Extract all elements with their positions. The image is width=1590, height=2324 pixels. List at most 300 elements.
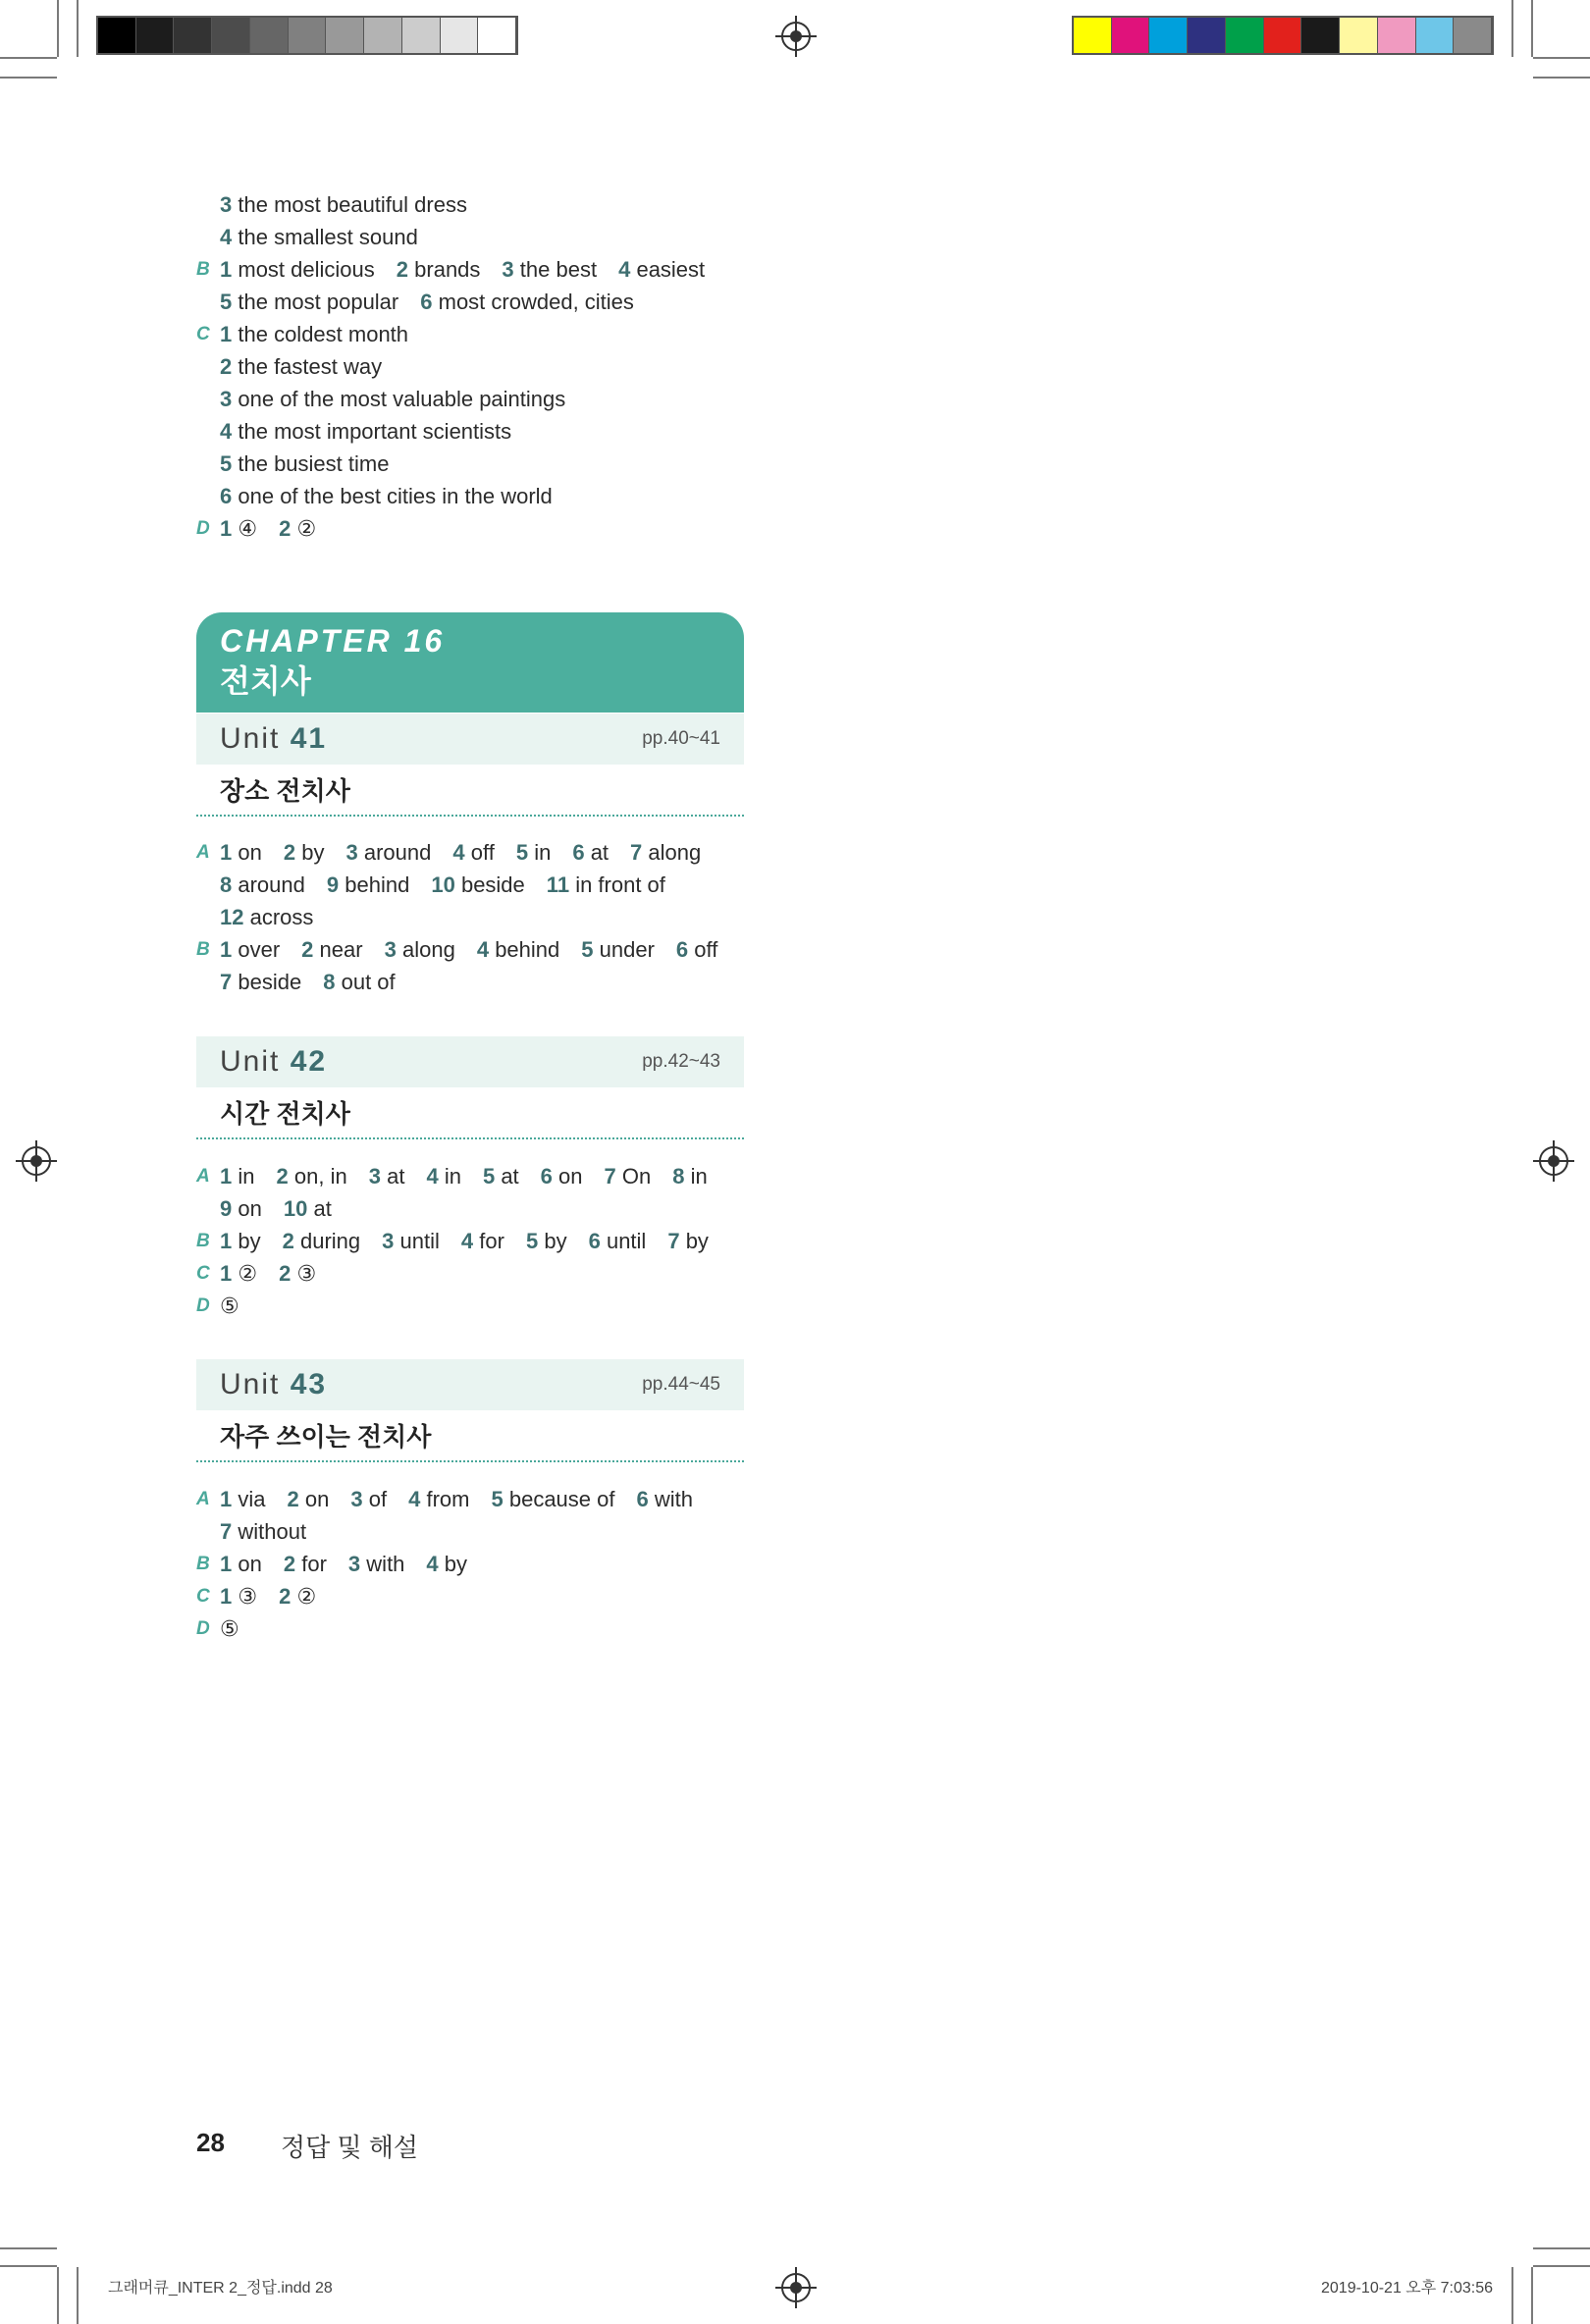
answer-number: 8	[672, 1164, 685, 1188]
answer-number: 1	[220, 322, 233, 346]
registration-mark-icon	[781, 2273, 811, 2302]
answer-number: 3	[220, 387, 233, 411]
color-swatch	[1188, 18, 1226, 53]
chapter-header	[196, 612, 744, 713]
answer-number: 7	[220, 970, 233, 994]
answer-line	[196, 448, 726, 480]
color-swatch	[136, 18, 175, 53]
color-swatch	[478, 18, 516, 53]
answer-text: by	[238, 1229, 261, 1253]
answer-item	[284, 1548, 327, 1580]
answer-item	[283, 1225, 361, 1257]
answer-text: the smallest sound	[238, 225, 418, 249]
answer-number: 4	[220, 419, 233, 444]
answer-item	[420, 286, 634, 318]
answer-text: by	[544, 1229, 567, 1253]
color-swatch	[364, 18, 402, 53]
answer-text: most delicious	[238, 257, 375, 282]
answer-item	[220, 1612, 239, 1645]
crop-mark	[1531, 0, 1533, 57]
crop-mark	[1533, 77, 1590, 79]
answer-item	[630, 836, 701, 869]
answer-item	[284, 1192, 332, 1225]
answer-number: 7	[667, 1229, 680, 1253]
answer-number: 1	[220, 937, 233, 962]
answer-item	[676, 933, 717, 966]
answer-item	[220, 415, 511, 448]
process-color-bar	[1072, 16, 1494, 55]
answer-line	[196, 383, 726, 415]
crop-mark	[1511, 0, 1513, 57]
color-swatch	[98, 18, 136, 53]
section-tag: D	[196, 1618, 210, 1639]
answer-item	[516, 836, 552, 869]
answer-item	[279, 1257, 316, 1290]
answer-number: 2	[283, 840, 296, 865]
unit-answers-41	[196, 836, 739, 998]
answer-item	[220, 383, 565, 415]
answer-number: 7	[220, 1519, 233, 1544]
answer-line	[196, 1192, 730, 1225]
answer-item	[618, 253, 705, 286]
answer-number: 3	[382, 1229, 395, 1253]
answer-number: 5	[220, 290, 233, 314]
answer-text: off	[694, 937, 718, 962]
answer-line	[196, 1290, 730, 1322]
unit-pages: pp.40~41	[642, 728, 720, 749]
answer-text: in	[534, 840, 552, 865]
slug-filename: 그래머큐_INTER 2_정답.indd 28	[108, 2280, 333, 2297]
answer-number: 5	[515, 840, 529, 865]
answer-text: along	[648, 840, 702, 865]
answer-number: 2	[279, 1261, 292, 1286]
answer-item	[301, 933, 362, 966]
answer-item	[220, 350, 382, 383]
answer-number: 5	[525, 1229, 539, 1253]
answer-item	[220, 512, 257, 545]
answer-text: the most popular	[238, 290, 399, 314]
answer-text: at	[387, 1164, 405, 1188]
color-swatch	[250, 18, 289, 53]
answer-item	[220, 286, 398, 318]
answer-text: on	[238, 1552, 262, 1576]
color-swatch	[212, 18, 250, 53]
answer-line	[196, 1225, 730, 1257]
answer-text: on	[558, 1164, 583, 1188]
answer-text: in	[238, 1164, 255, 1188]
answer-text: with	[366, 1552, 405, 1576]
answer-item	[369, 1160, 405, 1192]
crop-mark	[77, 2267, 79, 2324]
answer-number: 4	[426, 1552, 439, 1576]
answer-text: of	[368, 1487, 388, 1511]
color-swatch	[1226, 18, 1264, 53]
answer-item	[589, 1225, 647, 1257]
answer-item	[220, 1483, 266, 1515]
color-swatch	[1340, 18, 1378, 53]
answer-text: ②	[296, 1584, 317, 1609]
answer-item	[220, 1548, 262, 1580]
answer-item	[452, 836, 494, 869]
answer-line	[196, 1483, 715, 1515]
answer-number: 9	[220, 1196, 233, 1221]
answer-text: in	[444, 1164, 461, 1188]
answer-number: 7	[630, 840, 643, 865]
answer-text: with	[654, 1487, 693, 1511]
answer-item	[541, 1160, 583, 1192]
registration-mark-icon	[1539, 1146, 1568, 1176]
answer-item	[636, 1483, 693, 1515]
answer-line	[196, 1515, 715, 1548]
answer-text: ⑤	[220, 1616, 239, 1641]
answer-text: ③	[238, 1584, 258, 1609]
answer-text: from	[426, 1487, 470, 1511]
unit-pages: pp.44~45	[642, 1374, 720, 1395]
answer-text: brands	[414, 257, 481, 282]
unit-header-41	[196, 713, 744, 765]
unit-pages: pp.42~43	[642, 1051, 720, 1072]
answer-text: in	[690, 1164, 708, 1188]
answer-line	[196, 318, 726, 350]
answer-number: 3	[502, 257, 514, 282]
answer-item	[220, 933, 280, 966]
answer-text: at	[501, 1164, 519, 1188]
answer-text: on, in	[293, 1164, 347, 1188]
answer-text: during	[300, 1229, 361, 1253]
answer-line	[196, 836, 739, 869]
answer-text: the most beautiful dress	[238, 192, 467, 217]
color-swatch	[326, 18, 364, 53]
answer-line	[196, 901, 739, 933]
answer-item	[220, 1192, 262, 1225]
answer-item	[491, 1483, 614, 1515]
answer-text: by	[444, 1552, 468, 1576]
unit-subtitle: 장소 전치사	[196, 766, 744, 817]
answer-number: 6	[675, 937, 689, 962]
answer-item	[605, 1160, 652, 1192]
crop-mark	[1531, 2267, 1533, 2324]
answer-number: 6	[220, 484, 233, 508]
crop-mark	[1533, 57, 1590, 59]
answer-item	[667, 1225, 709, 1257]
answer-number: 4	[476, 937, 490, 962]
answer-item	[672, 1160, 708, 1192]
color-swatch	[1378, 18, 1416, 53]
answer-item	[526, 1225, 567, 1257]
answer-number: 3	[350, 1487, 363, 1511]
answer-text: around	[238, 872, 305, 897]
answer-text: by	[685, 1229, 709, 1253]
answer-text: on	[238, 840, 262, 865]
answer-number: 5	[482, 1164, 496, 1188]
answer-text: the most important scientists	[238, 419, 512, 444]
footer-section-title: 정답 및 해설	[281, 2133, 419, 2162]
answer-line	[196, 1580, 715, 1612]
answer-item	[279, 512, 316, 545]
answer-number: 12	[220, 905, 244, 929]
answer-number: 4	[452, 840, 465, 865]
color-swatch	[1454, 18, 1492, 53]
unit-answers-42	[196, 1160, 730, 1322]
answer-text: beside	[238, 970, 302, 994]
answer-item	[385, 933, 455, 966]
answer-text: until	[399, 1229, 440, 1253]
answer-item	[348, 1548, 405, 1580]
answer-item	[277, 1160, 347, 1192]
answer-text: at	[590, 840, 610, 865]
unit-subtitle: 자주 쓰이는 전치사	[196, 1411, 744, 1462]
answer-text: across	[249, 905, 314, 929]
answer-number: 2	[287, 1487, 299, 1511]
answer-text: ②	[296, 516, 317, 541]
answer-item	[220, 1225, 261, 1257]
answer-text: on	[238, 1196, 262, 1221]
answer-number: 4	[618, 257, 631, 282]
color-swatch	[1074, 18, 1112, 53]
answer-item	[431, 869, 524, 901]
answer-number: 6	[572, 840, 585, 865]
answer-text: the best	[519, 257, 598, 282]
answer-text: under	[599, 937, 655, 962]
answer-item	[581, 933, 655, 966]
answer-item	[408, 1483, 469, 1515]
slug-timestamp: 2019-10-21 오후 7:03:56	[1321, 2280, 1494, 2297]
answer-line	[196, 966, 739, 998]
answer-line	[196, 350, 726, 383]
color-swatch	[1264, 18, 1302, 53]
answer-item	[220, 221, 418, 253]
answer-item	[323, 966, 395, 998]
color-swatch	[1149, 18, 1188, 53]
answer-text: the coldest month	[238, 322, 409, 346]
crop-mark	[0, 2265, 57, 2267]
answer-item	[483, 1160, 519, 1192]
answer-number: 3	[347, 1552, 361, 1576]
answer-text: by	[301, 840, 325, 865]
answer-number: 10	[283, 1196, 308, 1221]
answer-number: 1	[220, 516, 233, 541]
answer-text: the busiest time	[238, 451, 390, 476]
answer-text: easiest	[636, 257, 706, 282]
answer-item	[477, 933, 559, 966]
answer-number: 2	[279, 1584, 292, 1609]
unit-header-42	[196, 1036, 744, 1087]
color-swatch	[1301, 18, 1340, 53]
section-tag: D	[196, 518, 210, 539]
answer-number: 10	[431, 872, 455, 897]
answer-number: 5	[581, 937, 594, 962]
answer-item	[220, 901, 313, 933]
chapter-title: 전치사	[220, 663, 311, 699]
answer-text: the fastest way	[238, 354, 383, 379]
answer-number: 2	[396, 257, 409, 282]
section-tag: B	[196, 939, 210, 960]
answer-line	[196, 415, 726, 448]
unit-label: Unit 41	[220, 722, 328, 755]
answer-item	[220, 966, 301, 998]
answer-text: behind	[344, 872, 410, 897]
answer-number: 2	[282, 1229, 294, 1253]
answer-number: 3	[220, 192, 233, 217]
answer-number: 6	[420, 290, 433, 314]
answer-text: one of the best cities in the world	[238, 484, 553, 508]
answer-item	[288, 1483, 330, 1515]
answer-line	[196, 1548, 715, 1580]
answer-text: for	[479, 1229, 504, 1253]
answer-line	[196, 1160, 730, 1192]
answer-text: off	[470, 840, 495, 865]
unit-header-43	[196, 1359, 744, 1410]
answer-line	[196, 869, 739, 901]
answer-item	[279, 1580, 316, 1612]
registration-mark-icon	[22, 1146, 51, 1176]
answer-text: for	[301, 1552, 327, 1576]
unit-label: Unit 42	[220, 1045, 328, 1078]
section-tag: B	[196, 1554, 210, 1574]
answer-text: at	[313, 1196, 332, 1221]
answer-item	[220, 1580, 257, 1612]
color-swatch	[1112, 18, 1150, 53]
answer-item	[426, 1160, 461, 1192]
answer-number: 6	[636, 1487, 649, 1511]
answer-item	[502, 253, 597, 286]
answer-number: 2	[276, 1164, 289, 1188]
answer-number: 1	[220, 257, 233, 282]
color-swatch	[289, 18, 327, 53]
answer-text: On	[621, 1164, 652, 1188]
answer-item	[327, 869, 409, 901]
answer-item	[220, 1160, 255, 1192]
section-tag: A	[196, 842, 210, 863]
answer-text: most crowded, cities	[438, 290, 634, 314]
answer-item	[220, 836, 262, 869]
chapter-number: CHAPTER 16	[220, 623, 446, 659]
answer-text: on	[304, 1487, 330, 1511]
unit-subtitle: 시간 전치사	[196, 1088, 744, 1139]
answer-text: behind	[495, 937, 560, 962]
crop-mark	[0, 57, 57, 59]
section-tag: C	[196, 1586, 210, 1607]
color-swatch	[441, 18, 479, 53]
answer-number: 1	[220, 1552, 233, 1576]
color-swatch	[402, 18, 441, 53]
section-tag: A	[196, 1166, 210, 1187]
answer-line	[196, 480, 726, 512]
answer-text: ②	[238, 1261, 258, 1286]
answer-text: until	[606, 1229, 647, 1253]
answer-item	[220, 1257, 257, 1290]
answer-number: 4	[408, 1487, 421, 1511]
answer-number: 8	[323, 970, 336, 994]
answer-number: 3	[368, 1164, 381, 1188]
crop-mark	[57, 0, 59, 57]
answer-item	[220, 188, 467, 221]
answer-number: 5	[491, 1487, 504, 1511]
answer-item	[461, 1225, 504, 1257]
answer-line	[196, 188, 726, 221]
crop-mark	[1511, 2267, 1513, 2324]
answer-number: 4	[220, 225, 233, 249]
answer-number: 1	[220, 1229, 233, 1253]
answer-number: 1	[220, 1487, 233, 1511]
answer-item	[220, 1290, 239, 1322]
answer-number: 4	[426, 1164, 439, 1188]
answer-line	[196, 253, 726, 286]
answer-item	[220, 253, 375, 286]
answer-text: in front of	[575, 872, 665, 897]
answer-number: 5	[220, 451, 233, 476]
answer-text: one of the most valuable paintings	[238, 387, 566, 411]
answer-line	[196, 221, 726, 253]
grayscale-color-bar	[96, 16, 518, 55]
answer-item	[220, 318, 408, 350]
answer-number: 6	[588, 1229, 601, 1253]
answer-number: 3	[345, 840, 358, 865]
color-swatch	[1416, 18, 1455, 53]
answer-number: 11	[546, 872, 570, 897]
color-swatch	[174, 18, 212, 53]
unit-label: Unit 43	[220, 1368, 328, 1400]
crop-mark	[1533, 2265, 1590, 2267]
answer-number: 2	[301, 937, 314, 962]
section-tag: C	[196, 1263, 210, 1284]
page-number: 28	[196, 2128, 225, 2157]
answer-text: over	[238, 937, 281, 962]
answer-item	[220, 480, 553, 512]
answer-number: 8	[220, 872, 233, 897]
answer-text: out of	[341, 970, 396, 994]
answer-text: along	[401, 937, 455, 962]
answer-item	[220, 1515, 306, 1548]
answer-item	[382, 1225, 440, 1257]
answer-line	[196, 1612, 715, 1645]
answer-number: 2	[220, 354, 233, 379]
answer-line	[196, 512, 726, 545]
crop-mark	[1533, 2247, 1590, 2249]
answer-number: 9	[326, 872, 340, 897]
answer-number: 4	[460, 1229, 474, 1253]
answer-number: 2	[283, 1552, 296, 1576]
answer-number: 1	[220, 840, 233, 865]
answer-item	[350, 1483, 387, 1515]
answer-item	[572, 836, 609, 869]
answer-item	[345, 836, 431, 869]
answer-item	[220, 448, 389, 480]
section-tag: C	[196, 324, 210, 344]
answer-number: 1	[220, 1164, 233, 1188]
answer-number: 1	[220, 1584, 233, 1609]
answer-text: via	[238, 1487, 266, 1511]
section-tag: D	[196, 1295, 210, 1316]
answer-number: 1	[220, 1261, 233, 1286]
answer-number: 3	[384, 937, 397, 962]
answer-line	[196, 933, 739, 966]
answer-text: ⑤	[220, 1294, 239, 1318]
answer-text: beside	[460, 872, 525, 897]
crop-mark	[0, 77, 57, 79]
answer-number: 7	[604, 1164, 616, 1188]
answer-line	[196, 286, 726, 318]
answer-block-continued	[196, 188, 726, 545]
answer-item	[284, 836, 325, 869]
section-tag: B	[196, 1231, 210, 1251]
answer-line	[196, 1257, 730, 1290]
answer-text: near	[319, 937, 363, 962]
answer-item	[397, 253, 481, 286]
section-tag: B	[196, 259, 210, 280]
answer-number: 6	[540, 1164, 553, 1188]
answer-text: because of	[508, 1487, 615, 1511]
